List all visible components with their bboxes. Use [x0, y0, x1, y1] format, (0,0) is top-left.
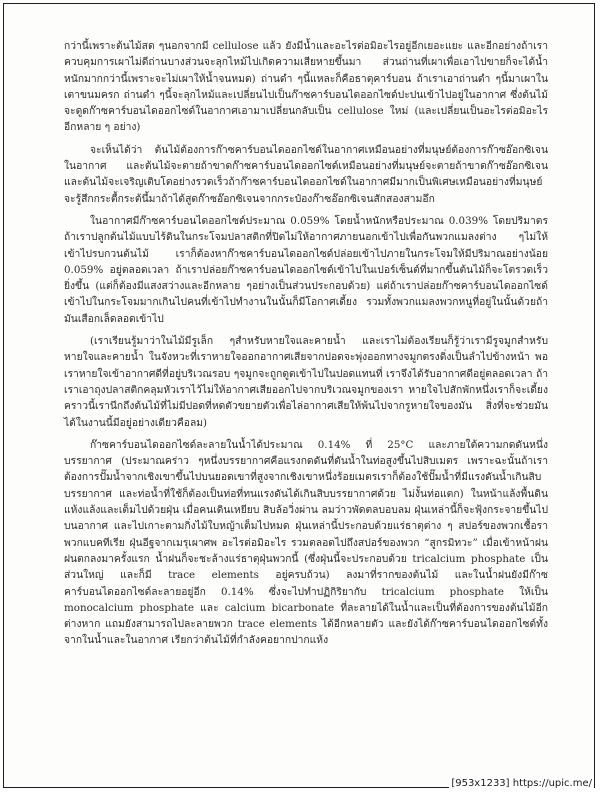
- paragraph-3: ในอากาศมีก๊าซคาร์บอนไดออกไซด์ประมาณ 0.059% โดยน้ำหนักหรือประมาณ 0.039% โดยปริมาตร ถ้าเราปลูกต้นไม้แบบไร้ดินในกระโจมปลาสติกที่ปิดไม่ให้อากาศภายนอกเข้าไปเพื่อกันพวกแมลงต่าง ๆไม่ให้เข้าไปรบกวนต้นไม้ เราก็ต้องหาก๊าซคาร์บอนไดออกไซด์ปล่อยเข้าไปภายในกระโจมให้มีปริมาณอย่างน้อย 0.059% อยู่ตลอดเวลา ถ้าเราปล่อยก๊าซคาร์บอนไดออกไซด์เข้าไปในเปอร์เซ็นต์ที่มากขึ้นต้นไม้ก็จะโตรวดเร็วยิ่งขึ้น (แต่ก็ต้องมีแสงสว่างและอีกหลาย ๆอย่างเป็นส่วนประกอบด้วย) แต่ถ้าเราปล่อยก๊าซคาร์บอนไดออกไซด์เข้าไปในกระโจมมากเกินไปคนที่เข้าไปทำงานในนั้นก็มีโอกาศเดี้ยง รวมทั้งพวกแมลงพวกหนูที่อยู่ในนั้นด้วยถ้ามันเสือกเล็ดลอดเข้าไป: [64, 214, 548, 325]
- paragraph-4: (เราเรียนรู้มาว่าในไม้มีรูเล็ก ๆสำหรับหายใจและคายน้ำ และเราไม่ต้องเรียนก็รู้ว่าเรามีรูจมูกสำหรับหายใจและคายน้ำ ในจังหวะที่เราหายใจออกอากาศเสียจากปอดจะพุ่งออกทางจมูกตรงดิ่งเป็นลำไปข้างหน้า พอเราหายใจเข้าอากาศดีที่อยู่บริเวณรอบ ๆจมูกจะถูกดูดเข้าไปในปอดแทนที่ เราจึงได้รับอากาศดีอยู่ตลอดเวลา ถ้าเราเอาถุงปลาสติกคลุมหัวเราไว้ไม่ให้อากาศเสียออกไปจากบริเวณจมูกของเรา หายใจไปสักพักหนึ่งเราก็จะเดี้ยงคราวนี้เรานึกถึงต้นไม้ที่ไม่มีปอดที่หดตัวขยายตัวเพื่อไล่อากาศเสียให้พ้นไปจากรูหายใจของมัน สิ่งที่จะช่วยมันได้ในงานนี้มีอยู่อย่างเดียวคือลม): [64, 335, 548, 429]
- image-source-watermark: [953x1233] https://upic.me/: [451, 778, 592, 789]
- document-page: [3, 3, 595, 788]
- paragraph-1: กว่านี้เพราะต้นไม้สด ๆนอกจากมี cellulose แล้ว ยังมีน้ำและอะไรต่อมิอะไรอยู่อีกเยอะแยะ และอีกอย่างถ้าเราควบคุมการเผาไม่ดีถ่านบางส่วนจะลุกไหม้ไปเกิดความเสียหายขึ้นมา ส่วนถ่านที่เผาเพื่อเอาไปขายก็จะได้น้ำหนักมากกว่านี้เพราะจะไม่เผาให้น้ำจนหมด) ถ่านดำ ๆนี้แหละก็คือธาตุคาร์บอน ถ้าเราเอาถ่านดำ ๆนี้มาเผาในเตาขนมครก ถ่านดำ ๆนี้จะลุกไหม้และเปลี่ยนไปเป็นก๊าซคาร์บอนไดออกไซด์ปะปนเข้าไปอยู่ในอากาศ ซึ่งต้นไม้จะดูดก๊าซคาร์บอนไดออกไซด์ในอากาศเอามาเปลี่ยนกลับเป็น cellulose ใหม่ (และเปลี่ยนเป็นอะไรต่อมิอะไรอีกหลาย ๆ อย่าง): [64, 40, 548, 134]
- document-body: [64, 38, 548, 649]
- paragraph-2: จะเห็นได้ว่า ต้นไม้ต้องการก๊าซคาร์บอนไดออกไซด์ในอากาศเหมือนอย่างที่มนุษย์ต้องการก๊าซอ๊อกซิเจนในอากาศ และต้นไม้จะตายถ้าขาดก๊าซคาร์บอนไดออกไซด์เหมือนอย่างที่มนุษย์จะตายถ้าขาดก๊าซอ๊อกซิเจน และต้นไม้จะเจริญเติบโตอย่างรวดเร็วถ้าก๊าซคาร์บอนไดออกไซด์ในอากาศมีมากเป็นพิเศษเหมือนอย่างที่มนุษย์จะรู้สึกกระตื้กระต้นึ้มาถ้าได้สูดก๊าซอ๊อกซิเจนจากกระป๋องก๊าซอ๊อกซิเจนสักสองสามอึก: [64, 143, 548, 205]
- paragraph-5: ก๊าซคาร์บอนไดออกไซด์ละลายในน้ำได้ประมาณ 0.14% ที่ 25°C และภายใต้ความกดดันหนึ่งบรรยากาศ (ประมาณคร่าว ๆหนึ่งบรรยากาศคือแรงกดดันที่ตันน้ำในท่อสูงขึ้นไปสิบเมตร เพราะฉะนั้นถ้าเราต้องการปั๊มน้ำจากเชิงเขาขึ้นไปบนยอดเขาที่สูงจากเชิงเขาหนึ่งร้อยเมตรเราก็ต้องใช้ปั๊มน้ำที่มีแรงดันน้ำเกินสิบบรรยากาศ และท่อน้ำที่ใช้ก็ต้องเป็นท่อที่ทนแรงดันได้เกินสิบบรรยากาศด้วย ไม่งั้นท่อแตก) ในหน้าแล้งพื้นดินแห้งแล้งและเต็มไปด้วยฝุ่น เมื่อคนเดินเหยียบ สิบล้อวิ่งผ่าน ลมว่าวพัดตลบอบลม ฝุ่นเหล่านี้ก็จะฟุ้งกระจายขึ้นไปบนอากาศ และไปเกาะตามกิ่งไม้ใบหญ้าเต็มไปหมด ฝุ่นเหล่านี้ประกอบด้วยแร่ธาตุต่าง ๆ สปอร์ของพวกเชื้อราพวกแบคทีเรีย ฝุ่นอีฐจากเมรุเผาศพ อะไรต่อมิอะไร รวมตลอดไปถึงสปอร์ของพวก “สูกรมิทวะ” เมื่อเข้าหน้าฝนฝนตกลงมาครั้งแรก น้ำฝนก็จะชะล้างแร่ธาตุฝุ่นพวกนี้ (ซึ่งฝุ่นนี้จะประกอบด้วย tricalcium phosphate เป็นส่วนใหญ่ และก็มี trace elements อยู่ครบถ้วน) ลงมาที่รากของต้นไม้ และในน้ำฝนยังมีก๊าซคาร์บอนไดออกไซด์ละลายอยู่อีก 0.14% ซึ่งจะไปทำปฏิกิริยากับ tricalcium phosphate ให้เป็น monocalcium phosphate และ calcium bicarbonate ที่ละลายได้ในน้ำและเป็นที่ต้องการของต้นไม้อีกต่างหาก แถมยังสามารถไปละลายพวก trace elements ได้อีกหลายตัว และยังได้ก๊าซคาร์บอนไดออกไซด์ทั้งจากในน้ำและในอากาศ เรียกว่าต้นไม้ที่กำลังคอยากปากแห้ง: [64, 438, 548, 647]
